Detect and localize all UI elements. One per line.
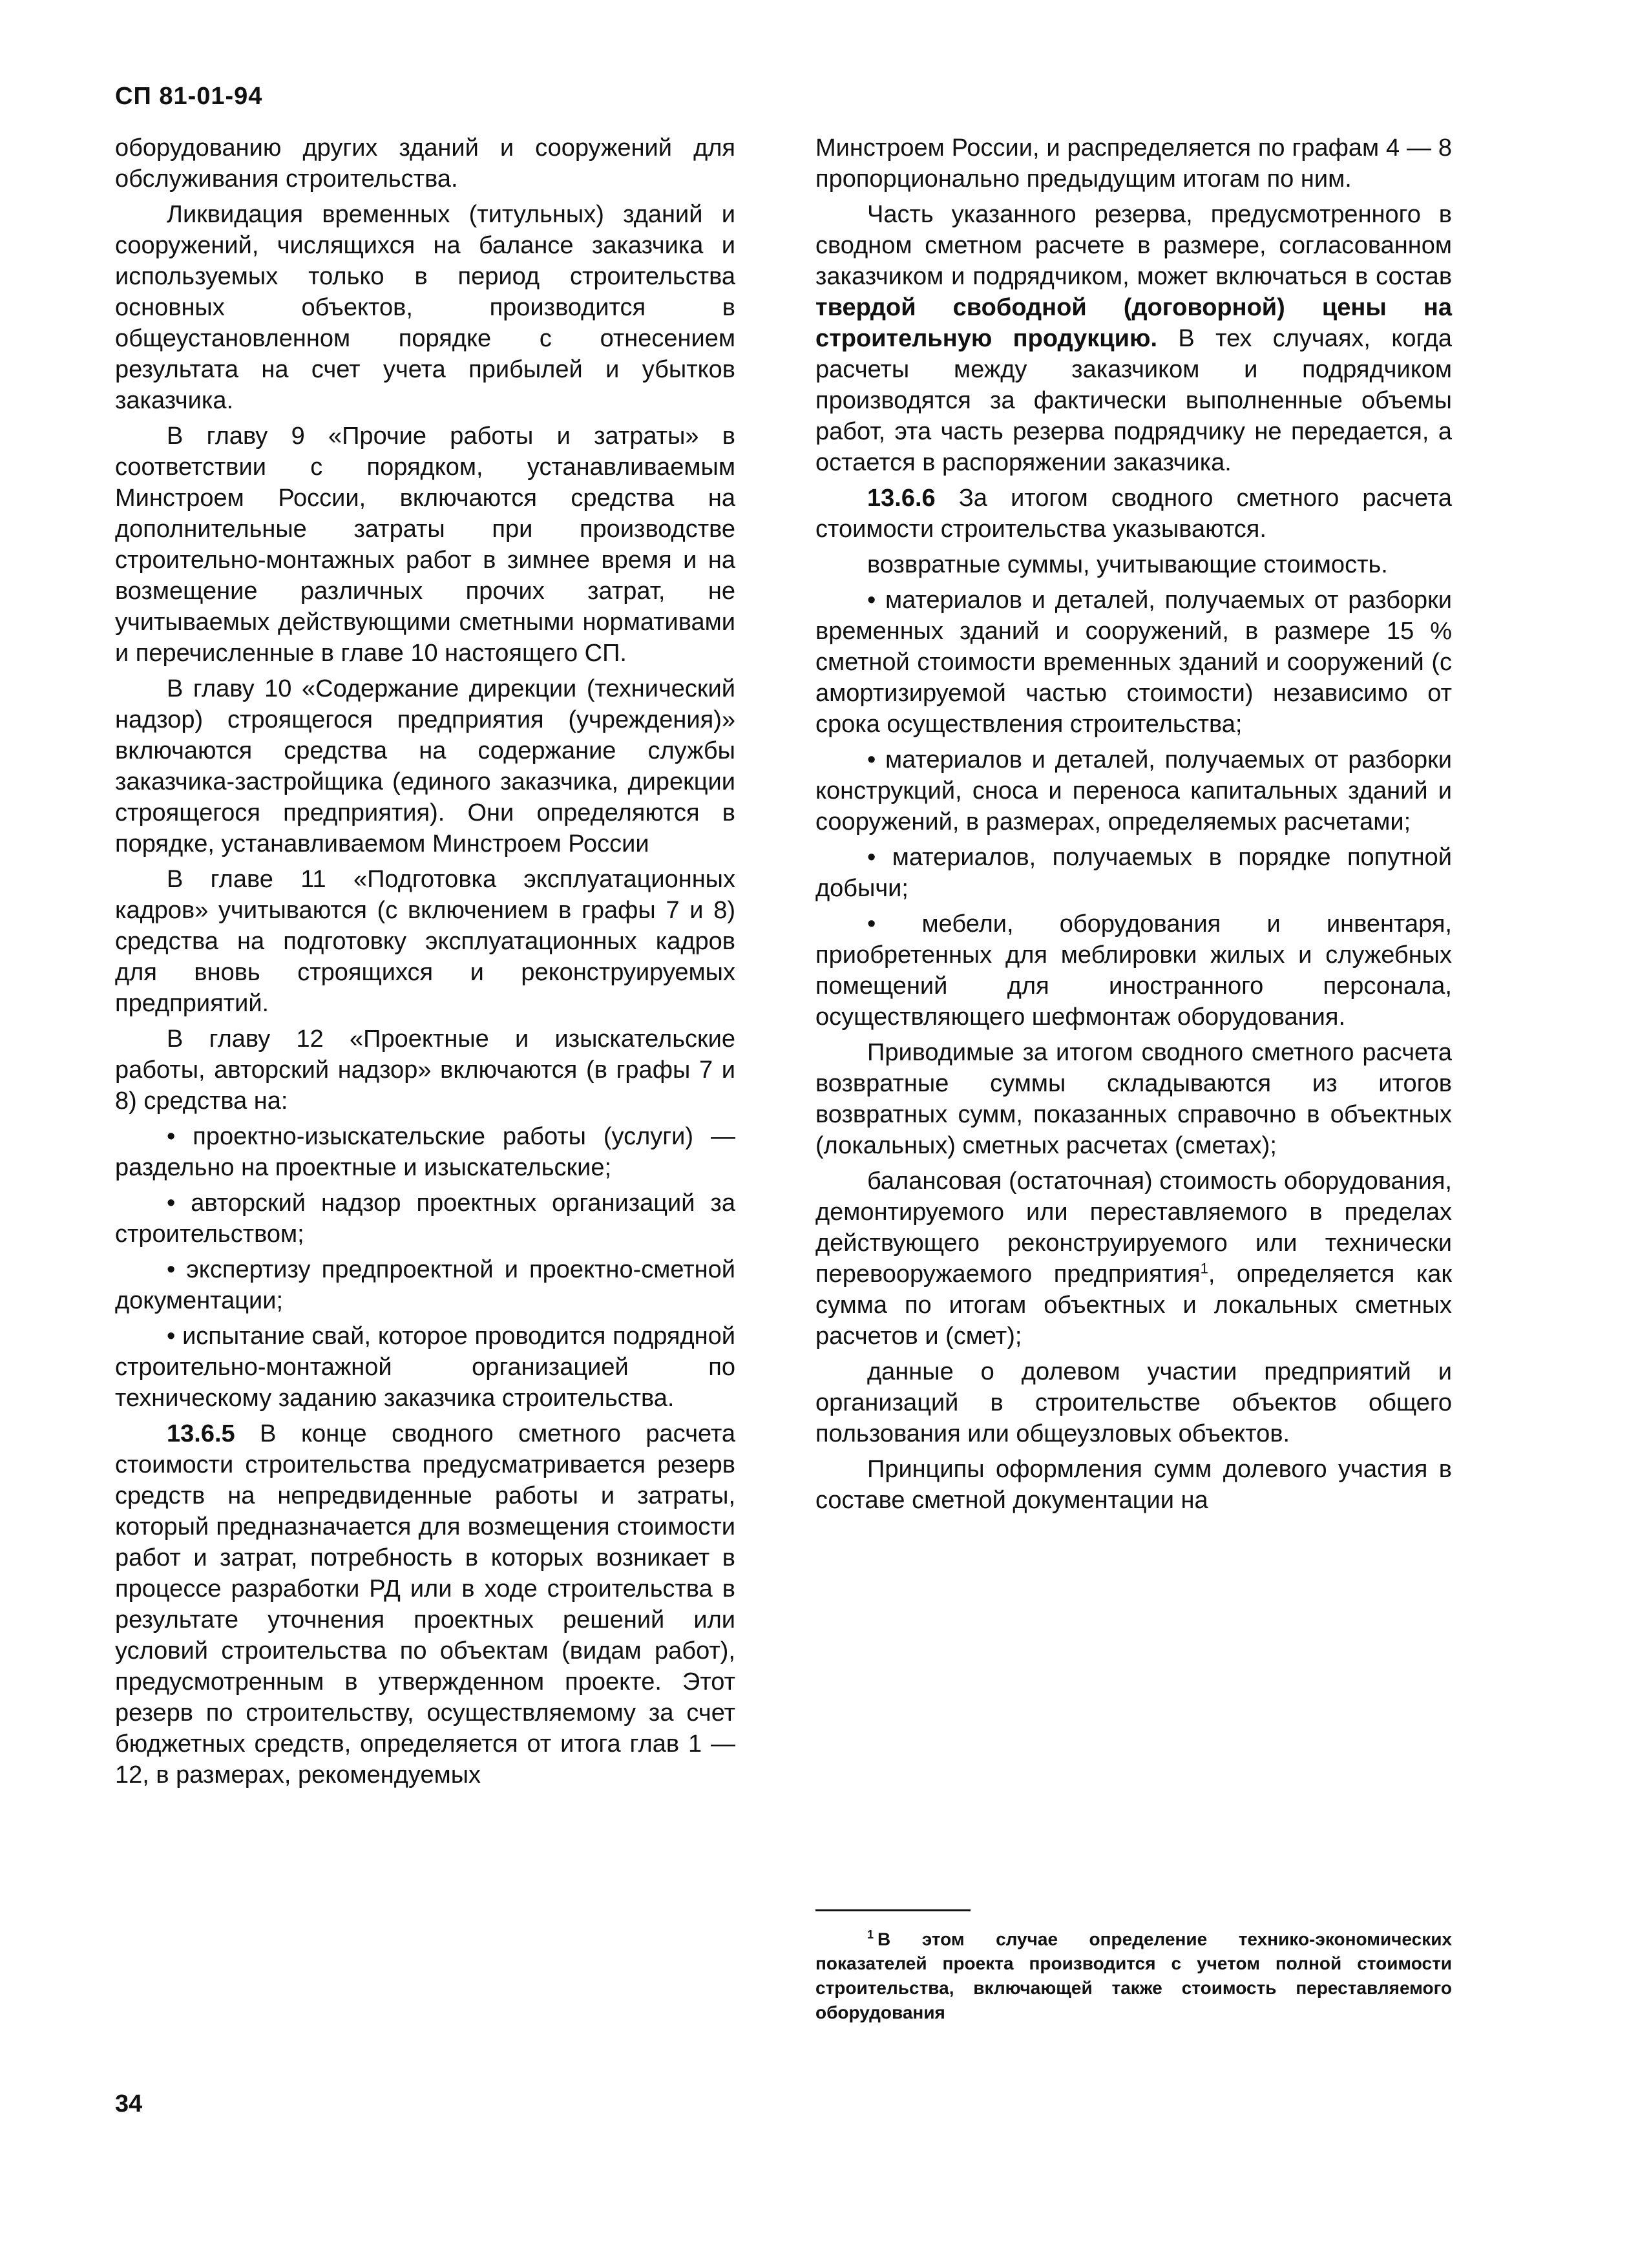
footnote-reference: 1 — [1200, 1260, 1208, 1277]
paragraph — [815, 1166, 1452, 1352]
section-number: 13.6.5 — [167, 1420, 235, 1447]
right-column — [815, 132, 1452, 1520]
list-item: • материалов и деталей, получаемых от разборки конструкций, сноса и переноса капитальных зданий и сооружений, в размерах, определяемых расчетами; — [815, 746, 1452, 835]
section-text: В конце сводного сметного расчета стоимости строительства предусматривается резерв средств на непредвиденные работы и затраты, который предназначается для возмещения стоимости работ и затрат, потребность в которых возникает в процессе разработки РД или в ходе строительства в результате уточнения проектных решений или условий строительства по объектам (видам работ), предусмотренным в утвержденном проекте. Этот резерв по строительству, осуществляемому за счет бюджетных средств, определяется от итога глав 1 — 12, в размерах, рекомендуемых — [115, 1420, 735, 1789]
list-item: • экспертизу предпроектной и проектно-сметной документации; — [115, 1256, 735, 1314]
paragraph: оборудованию других зданий и сооружений для обслуживания строительства. — [115, 134, 735, 193]
section-paragraph — [815, 483, 1452, 545]
list-item: • авторский надзор проектных организаций за строительством; — [115, 1190, 735, 1248]
paragraph: Приводимые за итогом сводного сметного расчета возвратные суммы складываются из итогов возвратных сумм, показанных справочно в объектных (локальных) сметных расчетах (сметах); — [815, 1039, 1452, 1159]
paragraph: данные о долевом участии предприятий и организаций в строительстве объектов общего пользования или общеузловых объектов. — [815, 1358, 1452, 1447]
section-paragraph — [115, 1418, 735, 1790]
section-number: 13.6.6 — [867, 485, 936, 512]
footnote-text: В этом случае определение технико-экономических показателей проекта производится с учетом полной стоимости строительства, включающей также стоимость переставляемого оборудования — [815, 1929, 1452, 2023]
paragraph: В главу 12 «Проектные и изыскательские работы, авторский надзор» включаются (в графы 7 и 8) средства на: — [115, 1025, 735, 1115]
section-text: За итогом сводного сметного расчета стоимости строительства указываются. — [815, 485, 1452, 543]
text-span: В тех случаях, когда расчеты между заказчиком и подрядчиком производятся за фактически выполненные объемы работ, эта часть резерва подрядчику не передается, а остается в распоряжении заказчика. — [815, 325, 1452, 476]
text-span: Часть указанного резерва, предусмотренного в сводном сметном расчете в размере, согласованном заказчиком и подрядчиком, может включаться в состав — [815, 201, 1452, 290]
paragraph — [815, 199, 1452, 478]
paragraph: возвратные суммы, учитывающие стоимость. — [867, 551, 1388, 578]
paragraph: В главу 10 «Содержание дирекции (технический надзор) строящегося предприятия (учреждения)» включаются средства на содержание службы заказчика-застройщика (единого заказчика, дирекции строящегося предприятия). Они определяются в порядке, устанавливаемом Минстроем России — [115, 675, 735, 857]
text-span: , определяется как сумма по итогам объектных и локальных сметных расчетов и (смет); — [815, 1261, 1452, 1350]
footnote-divider — [815, 1909, 971, 1911]
paragraph: В главе 11 «Подготовка эксплуатационных кадров» учитываются (с включением в графы 7 и 8) средства на подготовку эксплуатационных кадров для вновь строящихся и реконструируемых предприятий. — [115, 866, 735, 1017]
list-item: • проектно-изыскательские работы (услуги) — раздельно на проектные и изыскательские; — [115, 1123, 735, 1181]
paragraph: В главу 9 «Прочие работы и затраты» в соответствии с порядком, устанавливаемым Минстроем России, включаются средства на дополнительные затраты при производстве строительно-монтажных работ в зимнее время и на возмещение различных прочих затрат, не учитываемых действующими сметными нормативами и перечисленные в главе 10 настоящего СП. — [115, 423, 735, 667]
paragraph: Минстроем России, и распределяется по графам 4 — 8 пропорционально предыдущим итогам по ним. — [815, 134, 1452, 193]
footnote — [815, 1922, 1452, 2025]
page-number: 34 — [115, 2090, 143, 2117]
left-column — [115, 132, 735, 1795]
bold-term: твердой свободной (договорной) цены на строительную продукцию. — [815, 294, 1452, 352]
list-item: • материалов, получаемых в порядке попутной добычи; — [815, 844, 1452, 902]
footnote-mark: 1 — [867, 1928, 874, 1941]
document-header: СП 81-01-94 — [115, 83, 263, 110]
paragraph: Ликвидация временных (титульных) зданий и сооружений, числящихся на балансе заказчика и используемых только в период строительства основных объектов, производится в общеустановленном порядке с отнесением результата на счет учета прибылей и убытков заказчика. — [115, 201, 735, 414]
text-span: балансовая (остаточная) стоимость оборудования, демонтируемого или переставляемого в пределах действующего реконструируемого или технически перевооружаемого предприятия — [815, 1168, 1452, 1288]
list-item: • испытание свай, которое проводится подрядной строительно-монтажной организацией по техническому заданию заказчика строительства. — [115, 1323, 735, 1412]
paragraph: Принципы оформления сумм долевого участия в составе сметной документации на — [815, 1456, 1452, 1514]
list-item: • материалов и деталей, получаемых от разборки временных зданий и сооружений, в размере 15 % сметной стоимости временных зданий и сооружений (с амортизируемой частью стоимости) независимо от срока осуществления строительства; — [815, 587, 1452, 738]
list-item: • мебели, оборудования и инвентаря, приобретенных для меблировки жилых и служебных помещений для иностранного персонала, осуществляющего шефмонтаж оборудования. — [815, 910, 1452, 1031]
